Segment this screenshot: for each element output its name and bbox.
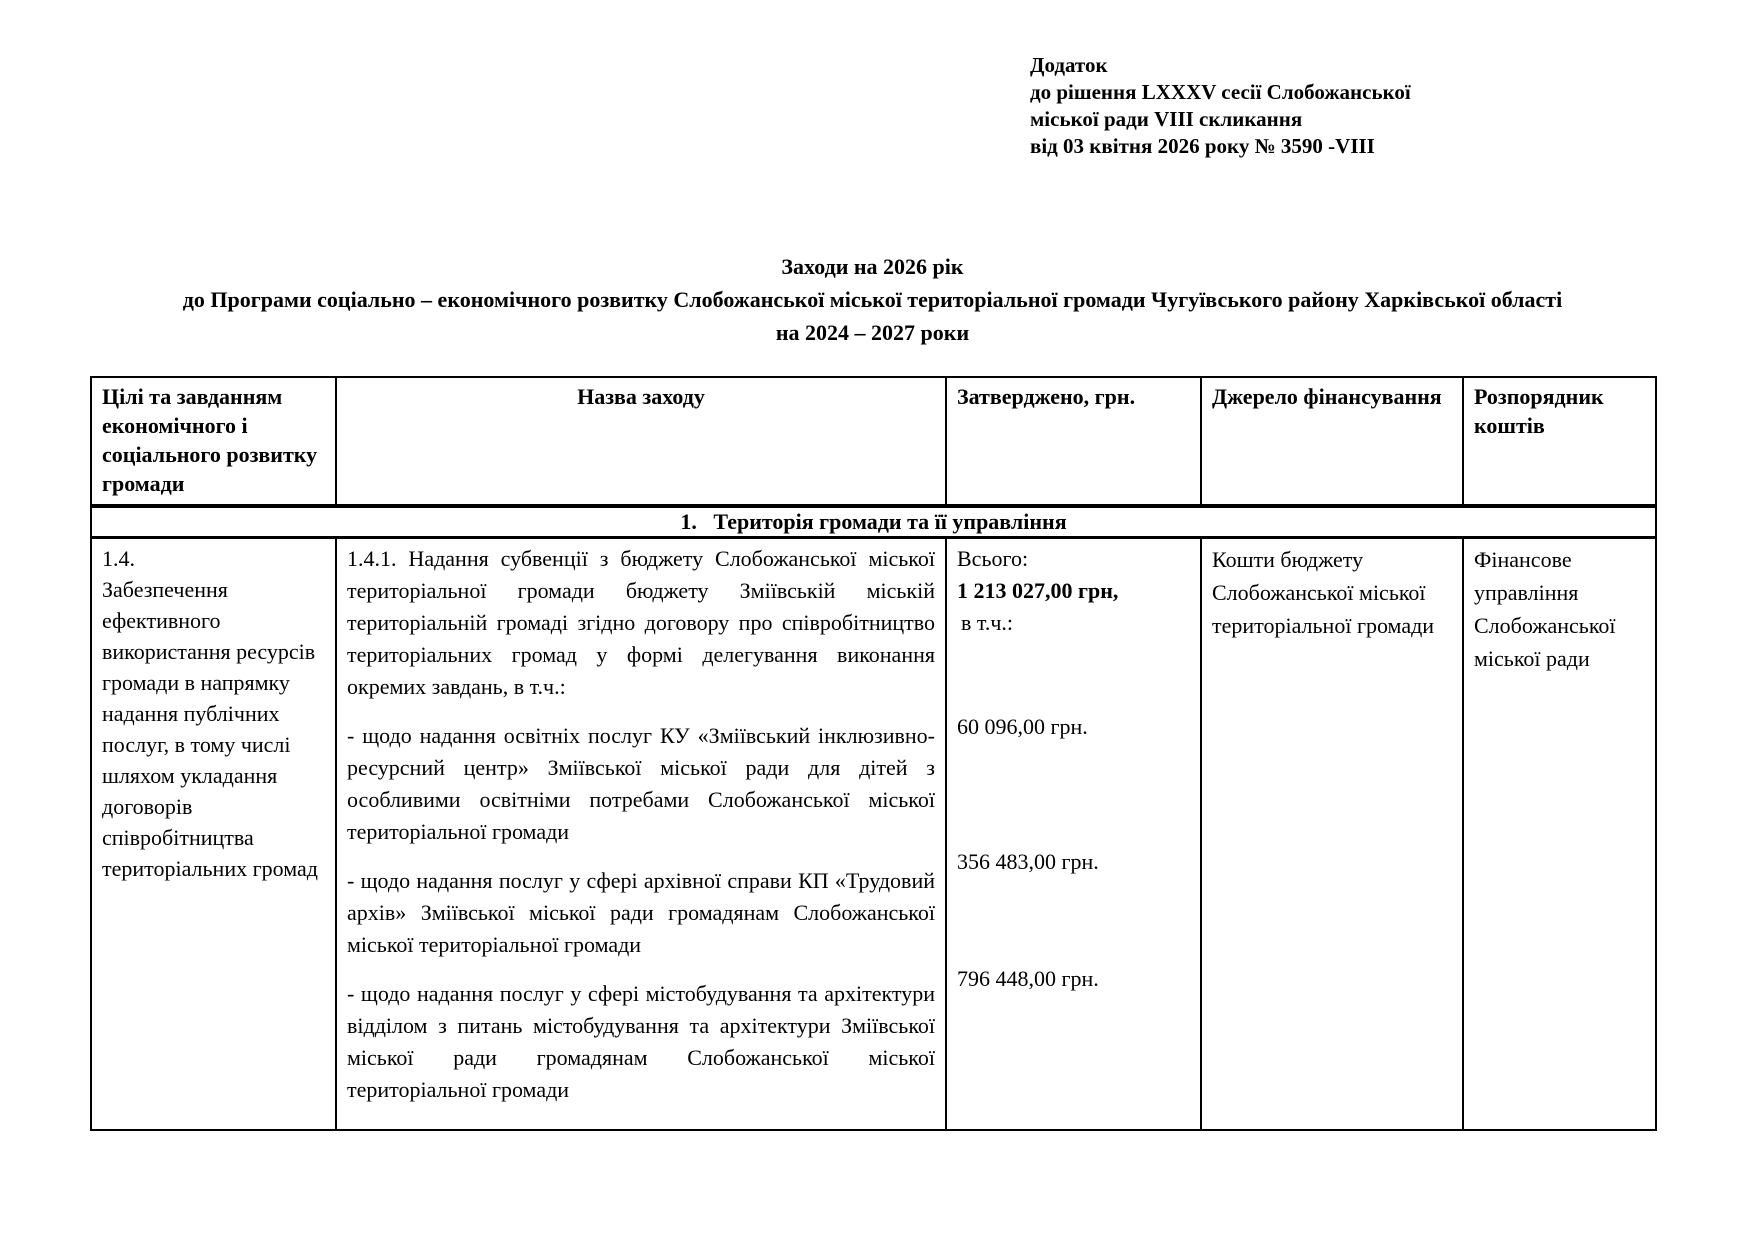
section-row	[91, 506, 1656, 538]
title-line-3: на 2024 – 2027 роки	[775, 320, 970, 345]
funding-source-cell: Кошти бюджету Слобожанської міської територіальної громади	[1201, 538, 1463, 1131]
funds-manager-cell: Фінансове управління Слобожанської міської ради	[1463, 538, 1656, 1131]
measure-paragraph: - щодо надання послуг у сфері архівної справи КП «Трудовий архів» Зміївської міської ради громадянам Слобожанської міської територіальної громади	[347, 868, 935, 957]
goal-cell	[91, 538, 336, 1131]
appendix-line: до рішення LXXXV сесії Слобожанської	[1030, 80, 1411, 104]
including-label: в т.ч.:	[961, 610, 1014, 635]
measure-paragraph: - щодо надання освітніх послуг КУ «Зміївський інклюзивно-ресурсний центр» Зміївської міської ради для дітей з особливими освітніми потребами Слобожанської міської територіальної громади	[347, 723, 935, 844]
amount-architecture: 796 448,00 грн.	[957, 966, 1099, 991]
measure-paragraph: - щодо надання послуг у сфері містобудування та архітектури відділом з питань містобудування та архітектури Зміївської міської ради громадянам Слобожанської міської територіальної громади	[347, 981, 935, 1102]
goal-code: 1.4.	[102, 546, 135, 571]
header-goals: Цілі та завданням економічного і соціального розвитку громади	[91, 377, 336, 506]
header-measure-name: Назва заходу	[336, 377, 946, 506]
title-line-1: Заходи на 2026 рік	[781, 254, 964, 279]
header-funding-source: Джерело фінансування	[1201, 377, 1463, 506]
table-row	[91, 538, 1656, 1131]
measure-cell	[336, 538, 946, 1131]
table-header-row	[91, 377, 1656, 506]
measure-paragraph: 1.4.1. Надання субвенції з бюджету Слобожанської міської територіальної громади бюджету Зміївській міській територіальній громаді згідно договору про співробітництво територіальних громад у формі делегування виконання окремих завдань, в т.ч.:	[347, 546, 935, 699]
title-line-2: до Програми соціально – економічного розвитку Слобожанської міської територіальної громади Чугуївського району Харківської області	[182, 287, 1563, 312]
header-approved: Затверджено, грн.	[946, 377, 1201, 506]
goal-text: Забезпечення ефективного використання ресурсів громади в напрямку надання публічних послуг, в тому числі шляхом укладання договорів співробітництва територіальних громад	[102, 577, 318, 881]
appendix-reference-block	[1030, 52, 1411, 160]
measures-table	[90, 376, 1657, 1131]
document-title	[90, 250, 1655, 349]
section-title: 1. Територія громади та її управління	[91, 506, 1656, 538]
total-label: Всього:	[957, 546, 1029, 571]
total-amount: 1 213 027,00 грн,	[957, 578, 1119, 603]
appendix-line: міської ради VIII скликання	[1030, 107, 1303, 131]
amount-archive: 356 483,00 грн.	[957, 849, 1099, 874]
appendix-line: Додаток	[1030, 53, 1108, 77]
approved-cell	[946, 538, 1201, 1131]
amount-education: 60 096,00 грн.	[957, 714, 1088, 739]
header-funds-manager: Розпорядник коштів	[1463, 377, 1656, 506]
appendix-line: від 03 квітня 2026 року № 3590 -VIII	[1030, 134, 1375, 158]
